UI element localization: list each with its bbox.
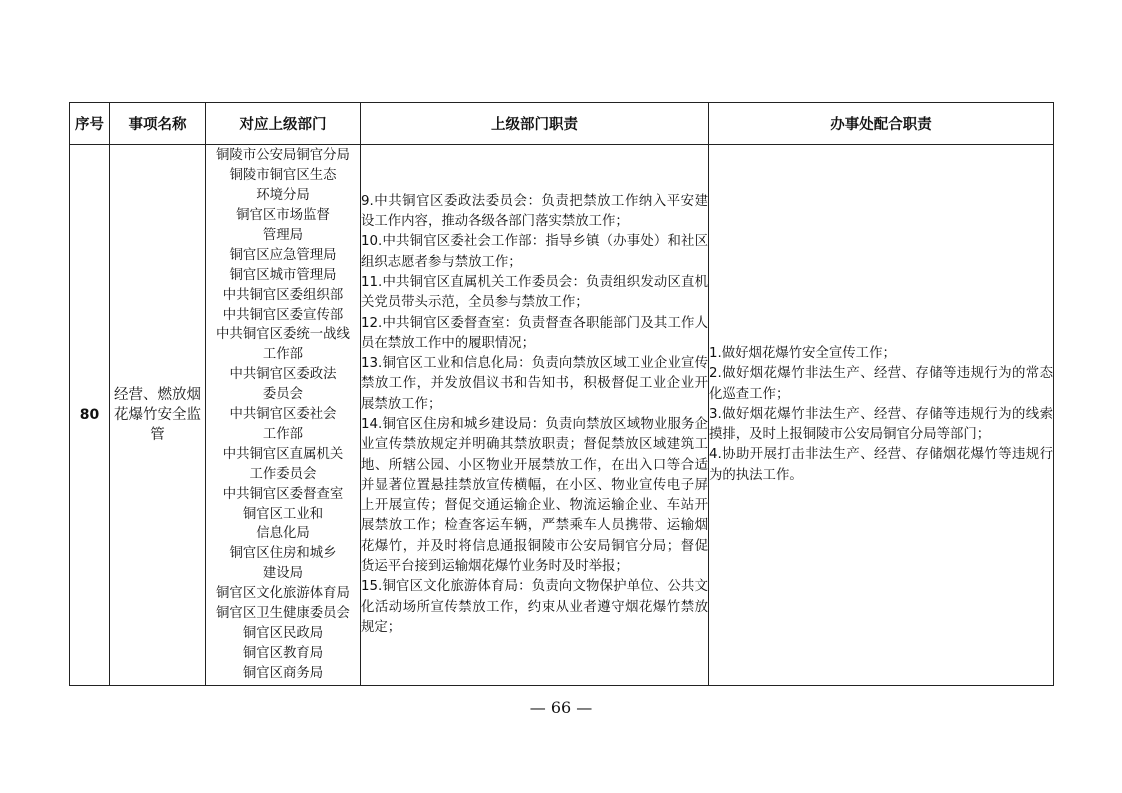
department-line: 铜官区教育局	[242, 645, 324, 661]
page-number: — 66 —	[529, 698, 593, 717]
row-departments	[206, 145, 361, 686]
duty-item: 10.中共铜官区委社会工作部：指导乡镇（办事处）和社区组织志愿者参与禁放工作；	[361, 234, 708, 270]
department-line: 工作委员会	[249, 466, 317, 482]
department-line: 中共铜官区委组织部	[222, 287, 344, 303]
table-header-row	[70, 103, 1054, 145]
responsibility-table	[69, 102, 1054, 686]
department-line: 建设局	[262, 566, 304, 582]
header-departments: 对应上级部门	[206, 103, 361, 145]
department-line: 信息化局	[256, 526, 310, 542]
department-line: 铜官区商务局	[242, 665, 324, 681]
department-line: 铜陵市公安局铜官分局	[216, 148, 350, 164]
duty-item: 14.铜官区住房和城乡建设局：负责向禁放区域物业服务企业宣传禁放规定并明确其禁放职责；督促禁放区域建筑工地、所辖公园、小区物业开展禁放工作，在出入口等合适并显著位置悬挂禁放宣传横幅，在小区、物业宣传电子屏上开展宣传；督促交通运输企业、物流运输企业、车站开展禁放工作；检查客运车辆，严禁乘车人员携带、运输烟花爆竹，并及时将信息通报铜陵市公安局铜官分局；督促货运平台接到运输烟花爆竹业务时及时举报；	[361, 417, 708, 575]
department-line: 中共铜官区委政法	[229, 367, 337, 383]
department-line: 中共铜官区委统一战线	[216, 327, 350, 343]
department-line: 铜官区文化旅游体育局	[216, 586, 350, 602]
department-line: 铜官区住房和城乡	[229, 546, 337, 562]
row-number: 80	[70, 145, 110, 686]
department-line: 工作部	[262, 426, 304, 442]
row-duties	[361, 145, 709, 686]
row-item-name: 经营、燃放烟花爆竹安全监管	[110, 145, 206, 686]
cooperation-item: 1.做好烟花爆竹安全宣传工作；	[709, 345, 896, 361]
duty-item: 13.铜官区工业和信息化局：负责向禁放区域工业企业宣传禁放工作，并发放倡议书和告知书，积极督促工业企业开展禁放工作；	[361, 356, 708, 412]
header-number: 序号	[70, 103, 110, 145]
department-line: 铜官区应急管理局	[229, 247, 337, 263]
table-row	[70, 145, 1054, 686]
duty-item: 15.铜官区文化旅游体育局：负责向文物保护单位、公共文化活动场所宣传禁放工作，约束从业者遵守烟花爆竹禁放规定；	[361, 579, 708, 635]
department-line: 铜官区卫生健康委员会	[216, 606, 350, 622]
duty-item: 9.中共铜官区委政法委员会：负责把禁放工作纳入平安建设工作内容，推动各级各部门落实禁放工作；	[361, 193, 708, 230]
row-cooperation	[709, 145, 1054, 686]
header-item-name: 事项名称	[110, 103, 206, 145]
cooperation-item: 2.做好烟花爆竹非法生产、经营、存储等违规行为的常态化巡查工作；	[709, 366, 1053, 402]
department-line: 铜官区城市管理局	[229, 267, 337, 283]
department-line: 中共铜官区委社会	[229, 407, 337, 423]
cooperation-item: 3.做好烟花爆竹非法生产、经营、存储等违规行为的线索摸排，及时上报铜陵市公安局铜官分局等部门；	[709, 406, 1053, 443]
department-line: 铜官区民政局	[242, 626, 324, 642]
cooperation-item: 4.协助开展打击非法生产、经营、存储烟花爆竹等违规行为的执法工作。	[709, 447, 1053, 483]
department-line: 铜官区工业和	[242, 506, 324, 522]
department-line: 环境分局	[256, 188, 310, 204]
department-line: 工作部	[262, 347, 304, 363]
department-line: 中共铜官区委督查室	[222, 486, 344, 502]
header-duties: 上级部门职责	[361, 103, 709, 145]
header-cooperation: 办事处配合职责	[709, 103, 1054, 145]
department-line: 铜陵市铜官区生态	[229, 168, 337, 184]
department-line: 铜官区市场监督	[236, 207, 330, 223]
duty-item: 12.中共铜官区委督查室：负责督查各职能部门及其工作人员在禁放工作中的履职情况；	[361, 315, 708, 351]
department-line: 管理局	[262, 227, 304, 243]
department-line: 委员会	[262, 387, 304, 403]
duty-item: 11.中共铜官区直属机关工作委员会：负责组织发动区直机关党员带头示范，全员参与禁放工作；	[361, 274, 708, 311]
department-line: 中共铜官区直属机关	[222, 446, 344, 462]
department-line: 中共铜官区委宣传部	[222, 307, 344, 323]
